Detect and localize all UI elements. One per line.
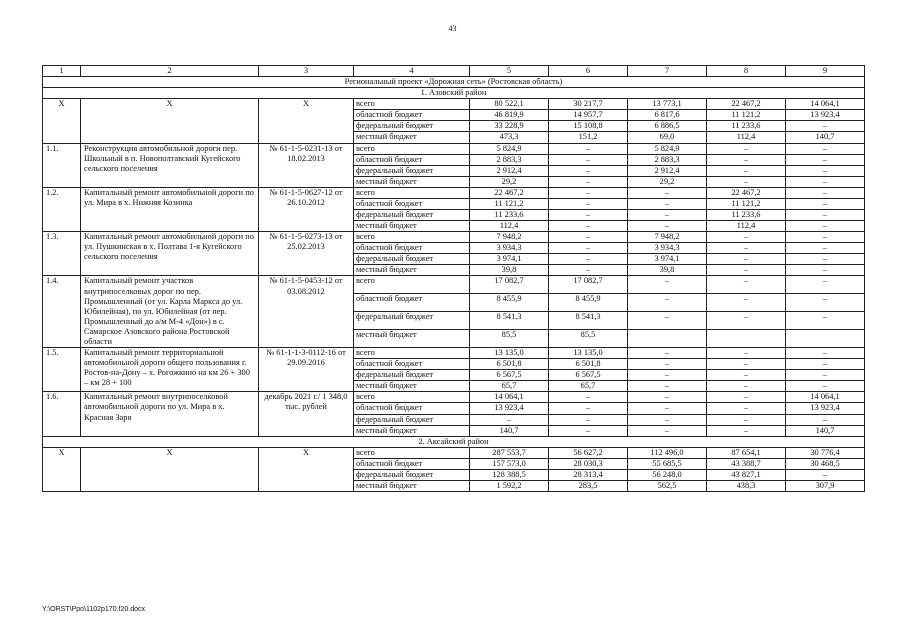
amount-cell: –: [786, 312, 865, 330]
amount-cell: 140,7: [470, 425, 549, 436]
object-row: [43, 232, 865, 243]
amount-cell: –: [707, 143, 786, 154]
amount-cell: –: [707, 232, 786, 243]
amount-cell: 30 776,4: [786, 447, 865, 458]
amount-cell: 11 121,2: [707, 110, 786, 121]
object-row: [43, 187, 865, 198]
amount-cell: –: [549, 265, 628, 276]
amount-cell: –: [628, 312, 707, 330]
amount-cell: –: [549, 210, 628, 221]
object-number: 1.2.: [43, 187, 81, 231]
amount-cell: 55 685,5: [628, 458, 707, 469]
amount-cell: –: [628, 392, 707, 403]
budget-source: федеральный бюджет: [354, 210, 470, 221]
object-name: Капитальный ремонт территориальной автомобильной дороги общего пользования г. Ростов-на-Дону – х. Рогожкино на км 26 + 300 – км 28 + 100: [81, 348, 259, 392]
page-number: 43: [448, 24, 457, 33]
amount-cell: –: [707, 414, 786, 425]
district-total-row: [43, 99, 865, 110]
amount-cell: 14 064,1: [786, 99, 865, 110]
amount-cell: –: [549, 176, 628, 187]
amount-cell: –: [549, 403, 628, 414]
amount-cell: 3 934,3: [628, 243, 707, 254]
amount-cell: 13 135,0: [470, 348, 549, 359]
header-cell: 4: [354, 66, 470, 77]
amount-cell: 28 313,4: [549, 469, 628, 480]
amount-cell: 6 501,8: [549, 359, 628, 370]
budget-source: федеральный бюджет: [354, 469, 470, 480]
amount-cell: 5 824,9: [470, 143, 549, 154]
budget-source: всего: [354, 392, 470, 403]
budget-source: всего: [354, 276, 470, 294]
amount-cell: –: [549, 143, 628, 154]
amount-cell: 33 228,9: [470, 121, 549, 132]
amount-cell: –: [628, 198, 707, 209]
header-cell: 2: [81, 66, 259, 77]
amount-cell: –: [549, 254, 628, 265]
amount-cell: 562,5: [628, 480, 707, 491]
object-number: 1.1.: [43, 143, 81, 187]
header-cell: 8: [707, 66, 786, 77]
amount-cell: 6 886,5: [628, 121, 707, 132]
object-document: декабрь 2021 г./ 1 348,0 тыс. рублей: [259, 392, 354, 436]
amount-cell: [628, 330, 707, 348]
amount-cell: [786, 330, 865, 348]
amount-cell: 11 121,2: [470, 198, 549, 209]
amount-cell: –: [786, 243, 865, 254]
amount-cell: –: [628, 414, 707, 425]
amount-cell: 30 217,7: [549, 99, 628, 110]
district-title-row: [43, 88, 865, 99]
amount-cell: –: [707, 176, 786, 187]
amount-cell: 7 948,2: [470, 232, 549, 243]
header-cell: 9: [786, 66, 865, 77]
amount-cell: 17 082,7: [470, 276, 549, 294]
amount-cell: 11 121,2: [707, 198, 786, 209]
amount-cell: –: [707, 392, 786, 403]
amount-cell: 13 923,4: [470, 403, 549, 414]
amount-cell: 87 654,1: [707, 447, 786, 458]
amount-cell: 6 817,6: [628, 110, 707, 121]
amount-cell: 11 233,6: [470, 210, 549, 221]
amount-cell: 151,2: [549, 132, 628, 143]
amount-cell: –: [786, 381, 865, 392]
budget-source: всего: [354, 187, 470, 198]
project-title: Региональный проект «Дорожная сеть» (Ростовская область): [43, 77, 865, 88]
amount-cell: 3 974,1: [628, 254, 707, 265]
amount-cell: 69,0: [628, 132, 707, 143]
amount-cell: 13 923,4: [786, 403, 865, 414]
amount-cell: 8 455,9: [470, 294, 549, 312]
header-cell: 1: [43, 66, 81, 77]
header-cell: 3: [259, 66, 354, 77]
amount-cell: 8 455,9: [549, 294, 628, 312]
object-number: 1.4.: [43, 276, 81, 348]
amount-cell: 112,4: [707, 221, 786, 232]
header-cell: 7: [628, 66, 707, 77]
amount-cell: 29,2: [628, 176, 707, 187]
amount-cell: –: [707, 312, 786, 330]
amount-cell: –: [786, 221, 865, 232]
amount-cell: 14 064,1: [470, 392, 549, 403]
amount-cell: –: [786, 121, 865, 132]
amount-cell: –: [628, 370, 707, 381]
amount-cell: 157 573,0: [470, 458, 549, 469]
object-document: Х: [259, 99, 354, 143]
amount-cell: 13 773,1: [628, 99, 707, 110]
amount-cell: –: [786, 210, 865, 221]
amount-cell: 140,7: [786, 132, 865, 143]
amount-cell: –: [707, 359, 786, 370]
budget-source: федеральный бюджет: [354, 165, 470, 176]
amount-cell: 140,7: [786, 425, 865, 436]
amount-cell: –: [707, 243, 786, 254]
budget-source: областной бюджет: [354, 154, 470, 165]
district-total-row: [43, 447, 865, 458]
amount-cell: –: [707, 425, 786, 436]
object-name: Х: [81, 447, 259, 491]
budget-source: федеральный бюджет: [354, 312, 470, 330]
amount-cell: 46 819,9: [470, 110, 549, 121]
object-document: Х: [259, 447, 354, 491]
district-title: 2. Аксайский район: [43, 436, 865, 447]
amount-cell: –: [628, 294, 707, 312]
budget-source: местный бюджет: [354, 265, 470, 276]
budget-source: местный бюджет: [354, 425, 470, 436]
amount-cell: 39,8: [628, 265, 707, 276]
amount-cell: 85,5: [470, 330, 549, 348]
amount-cell: –: [786, 154, 865, 165]
amount-cell: –: [707, 265, 786, 276]
amount-cell: –: [786, 265, 865, 276]
district-title: 1. Азовский район: [43, 88, 865, 99]
amount-cell: 22 467,2: [707, 99, 786, 110]
object-document: № 61-1-5-0627-12 от 26.10.2012: [259, 187, 354, 231]
amount-cell: 11 233,6: [707, 210, 786, 221]
amount-cell: 13 135,0: [549, 348, 628, 359]
amount-cell: –: [628, 276, 707, 294]
object-row: [43, 276, 865, 294]
amount-cell: 283,5: [549, 480, 628, 491]
amount-cell: 22 467,2: [707, 187, 786, 198]
amount-cell: –: [549, 154, 628, 165]
budget-source: всего: [354, 447, 470, 458]
amount-cell: 28 030,3: [549, 458, 628, 469]
amount-cell: –: [786, 187, 865, 198]
budget-source: областной бюджет: [354, 458, 470, 469]
amount-cell: 2 912,4: [628, 165, 707, 176]
amount-cell: 2 883,3: [628, 154, 707, 165]
amount-cell: 43 388,7: [707, 458, 786, 469]
object-name: Капитальный ремонт автомобильной дороги по ул. Мира в х. Нижняя Козинка: [81, 187, 259, 231]
amount-cell: 128 388,5: [470, 469, 549, 480]
amount-cell: –: [628, 210, 707, 221]
table-body: [43, 66, 865, 492]
amount-cell: –: [707, 276, 786, 294]
amount-cell: 29,2: [470, 176, 549, 187]
object-name: Капитальный ремонт внутрипоселковой автомобильной дороги по ул. Мира в х. Красная Заря: [81, 392, 259, 436]
budget-source: областной бюджет: [354, 403, 470, 414]
amount-cell: 30 468,5: [786, 458, 865, 469]
amount-cell: 15 108,8: [549, 121, 628, 132]
budget-source: местный бюджет: [354, 330, 470, 348]
object-row: [43, 392, 865, 403]
budget-source: областной бюджет: [354, 110, 470, 121]
budget-source: областной бюджет: [354, 198, 470, 209]
amount-cell: 1 592,2: [470, 480, 549, 491]
amount-cell: –: [549, 187, 628, 198]
amount-cell: –: [628, 381, 707, 392]
budget-source: местный бюджет: [354, 221, 470, 232]
amount-cell: –: [707, 294, 786, 312]
amount-cell: 307,9: [786, 480, 865, 491]
budget-source: федеральный бюджет: [354, 414, 470, 425]
amount-cell: –: [707, 348, 786, 359]
object-row: [43, 348, 865, 359]
amount-cell: 6 567,5: [549, 370, 628, 381]
object-document: № 61-1-5-0273-13 от 25.02.2013: [259, 232, 354, 276]
amount-cell: 2 912,4: [470, 165, 549, 176]
amount-cell: 3 974,1: [470, 254, 549, 265]
amount-cell: 8 541,3: [470, 312, 549, 330]
object-name: Капитальный ремонт участков внутрипоселковых дорог по пер. Промышленный (от ул. Карла Маркса до ул. Юбилейная), по ул. Юбилейная (от пер. Промышленный до а/м М-4 «Дон») в с. Самарское Азовского района Ростовской области: [81, 276, 259, 348]
amount-cell: –: [549, 392, 628, 403]
object-number: Х: [43, 99, 81, 143]
amount-cell: –: [786, 370, 865, 381]
object-document: № 61-1-5-0453-12 от 03.08.2012: [259, 276, 354, 348]
amount-cell: 438,3: [707, 480, 786, 491]
amount-cell: –: [628, 187, 707, 198]
amount-cell: –: [786, 232, 865, 243]
project-title-row: [43, 77, 865, 88]
budget-source: всего: [354, 99, 470, 110]
budget-source: областной бюджет: [354, 243, 470, 254]
object-name: Капитальный ремонт автомобильной дороги по ул. Пушкинская в х. Полтава 1-я Кугейского сельского поселения: [81, 232, 259, 276]
object-document: № 61-1-5-0231-13 от 18.02.2013: [259, 143, 354, 187]
district-title-row: [43, 436, 865, 447]
budget-source: областной бюджет: [354, 359, 470, 370]
budget-source: федеральный бюджет: [354, 121, 470, 132]
amount-cell: –: [549, 414, 628, 425]
budget-source: федеральный бюджет: [354, 254, 470, 265]
budget-source: местный бюджет: [354, 132, 470, 143]
amount-cell: –: [786, 414, 865, 425]
amount-cell: 65,7: [470, 381, 549, 392]
header-row: [43, 66, 865, 77]
amount-cell: 17 082,7: [549, 276, 628, 294]
amount-cell: 56 627,2: [549, 447, 628, 458]
amount-cell: –: [549, 198, 628, 209]
amount-cell: 6 501,8: [470, 359, 549, 370]
budget-source: местный бюджет: [354, 480, 470, 491]
amount-cell: 112 496,0: [628, 447, 707, 458]
amount-cell: –: [628, 348, 707, 359]
amount-cell: –: [786, 276, 865, 294]
budget-source: местный бюджет: [354, 176, 470, 187]
amount-cell: –: [786, 165, 865, 176]
object-number: 1.6.: [43, 392, 81, 436]
header-cell: 5: [470, 66, 549, 77]
amount-cell: –: [786, 198, 865, 209]
amount-cell: –: [786, 469, 865, 480]
amount-cell: 43 827,1: [707, 469, 786, 480]
object-name: Реконструкция автомобильной дороги пер. Школьный в п. Новополтавский Кугейского сельского поселения: [81, 143, 259, 187]
amount-cell: –: [470, 414, 549, 425]
amount-cell: –: [786, 294, 865, 312]
amount-cell: 287 553,7: [470, 447, 549, 458]
amount-cell: 8 541,3: [549, 312, 628, 330]
amount-cell: –: [628, 425, 707, 436]
object-row: [43, 143, 865, 154]
object-document: № 61-1-1-3-0112-16 от 29.09.2016: [259, 348, 354, 392]
object-name: Х: [81, 99, 259, 143]
amount-cell: 6 567,5: [470, 370, 549, 381]
object-number: 1.5.: [43, 348, 81, 392]
budget-source: федеральный бюджет: [354, 370, 470, 381]
budget-source: всего: [354, 232, 470, 243]
amount-cell: 22 467,2: [470, 187, 549, 198]
amount-cell: –: [549, 232, 628, 243]
object-number: 1.3.: [43, 232, 81, 276]
amount-cell: 14 957,7: [549, 110, 628, 121]
amount-cell: –: [628, 403, 707, 414]
budget-table: [42, 65, 865, 492]
amount-cell: –: [549, 425, 628, 436]
amount-cell: 473,3: [470, 132, 549, 143]
amount-cell: –: [786, 143, 865, 154]
amount-cell: –: [786, 359, 865, 370]
amount-cell: 2 883,3: [470, 154, 549, 165]
amount-cell: –: [549, 165, 628, 176]
amount-cell: 80 522,1: [470, 99, 549, 110]
amount-cell: –: [549, 243, 628, 254]
amount-cell: –: [707, 154, 786, 165]
budget-source: областной бюджет: [354, 294, 470, 312]
amount-cell: –: [707, 165, 786, 176]
amount-cell: 112,4: [707, 132, 786, 143]
amount-cell: 7 948,2: [628, 232, 707, 243]
amount-cell: 13 923,4: [786, 110, 865, 121]
object-number: Х: [43, 447, 81, 491]
amount-cell: 3 934,3: [470, 243, 549, 254]
budget-source: всего: [354, 143, 470, 154]
amount-cell: 11 233,6: [707, 121, 786, 132]
amount-cell: –: [786, 176, 865, 187]
amount-cell: 39,8: [470, 265, 549, 276]
amount-cell: 14 064,1: [786, 392, 865, 403]
amount-cell: –: [786, 254, 865, 265]
amount-cell: –: [786, 348, 865, 359]
amount-cell: 65,7: [549, 381, 628, 392]
amount-cell: –: [707, 254, 786, 265]
amount-cell: 85,5: [549, 330, 628, 348]
amount-cell: 5 824,9: [628, 143, 707, 154]
amount-cell: –: [707, 370, 786, 381]
amount-cell: –: [549, 221, 628, 232]
file-path-footer: Y:\ORST\Ppo\1102p170.f20.docx: [42, 606, 145, 613]
amount-cell: 56 248,0: [628, 469, 707, 480]
amount-cell: –: [628, 359, 707, 370]
budget-source: местный бюджет: [354, 381, 470, 392]
budget-source: всего: [354, 348, 470, 359]
amount-cell: 112,4: [470, 221, 549, 232]
amount-cell: –: [707, 403, 786, 414]
header-cell: 6: [549, 66, 628, 77]
amount-cell: [707, 330, 786, 348]
amount-cell: –: [707, 381, 786, 392]
amount-cell: –: [628, 221, 707, 232]
